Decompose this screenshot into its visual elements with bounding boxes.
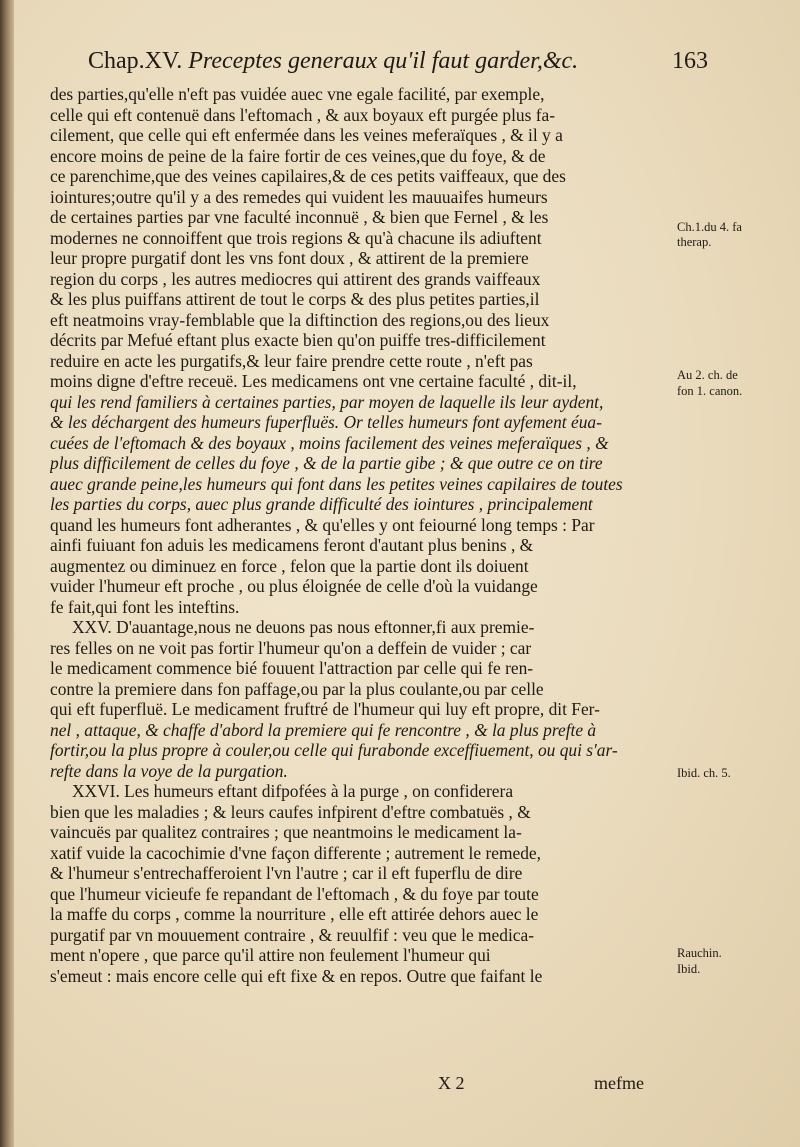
text-line: des parties,qu'elle n'eft pas vuidée auec vne egale facilité, par exemple, <box>50 84 545 104</box>
margin-note: Ibid. <box>677 962 701 976</box>
margin-note: Rauchin. <box>677 946 722 960</box>
text-line: encore moins de peine de la faire fortir de ces veines,que du foye, & de <box>50 145 546 166</box>
running-title: Preceptes generaux qu'il faut garder,&c. <box>188 48 579 74</box>
text-line: vaincuës par qualitez contraires ; que neantmoins le medicament la- <box>50 822 522 842</box>
margin-note: therap. <box>677 235 712 249</box>
text-line: auec grande peine,les humeurs qui font dans les petites veines capilaires de toutes <box>50 473 623 494</box>
catchword: mefme <box>594 1073 644 1093</box>
text-line: cilement, que celle qui eft enfermée dans les veines meferaïques , & il y a <box>50 125 563 145</box>
text-line: fe fait,qui font les inteftins. <box>50 596 240 617</box>
text-line: la maffe du corps , comme la nourriture , elle eft attirée dehors auec le <box>50 904 539 924</box>
text-line: purgatif par vn mouuement contraire , & reuulfif : veu que le medica- <box>50 924 535 945</box>
page-number: 163 <box>672 48 708 74</box>
text-line: cuées de l'eftomach & des boyaux , moins facilement des veines meferaïques , & <box>50 432 609 453</box>
text-line: qui les rend familiers à certaines parties, par moyen de laquelle ils leur aydent, <box>50 391 604 412</box>
text-line: & les plus puiffans attirent de tout le corps & des plus petites parties,il <box>50 289 540 309</box>
text-line: modernes ne connoiffent que trois regions & qu'à chacune ils adiuftent <box>50 227 542 248</box>
chapter-number: Chap.XV. <box>88 48 183 74</box>
signature-mark: X 2 <box>438 1073 465 1093</box>
text-line: fortir,ou la plus propre à couler,ou celle qui furabonde exceffiuement, ou qui s'ar- <box>50 740 618 760</box>
text-line: vuider l'humeur eft proche , ou plus éloignée de celle d'où la vuidange <box>50 576 538 596</box>
text-line: & les déchargent des humeurs fuperfluës. Or telles humeurs font ayfement éua- <box>50 412 602 432</box>
text-line: plus difficilement de celles du foye , & de la partie gibe ; & que outre ce on tire <box>50 453 603 473</box>
text-line: nel , attaque, & chaffe d'abord la premiere qui fe rencontre , & la plus prefte à <box>50 719 597 740</box>
text-line: le medicament commence bié fouuent l'attraction par celle qui fe ren- <box>50 658 534 678</box>
margin-note: Au 2. ch. de <box>677 368 738 382</box>
text-line: bien que les maladies ; & leurs caufes infpirent d'eftre combatuës , & <box>50 801 531 822</box>
text-line: & l'humeur s'entrechafferoient l'vn l'autre ; car il eft fuperflu de dire <box>50 863 523 883</box>
text-line: quand les humeurs font adherantes , & qu'elles y ont feiourné long temps : Par <box>50 514 595 535</box>
text-line: ce parenchime,que des veines capilaires,& de ces petits vaiffeaux, que des <box>50 166 566 186</box>
running-header <box>88 48 708 88</box>
text-line: refte dans la voye de la purgation. <box>50 760 288 781</box>
text-line: region du corps , les autres mediocres qui attirent des grands vaiffeaux <box>50 268 541 289</box>
text-line: eft neatmoins vray-femblable que la diftinction des regions,ou des lieux <box>50 309 550 330</box>
margin-note: Ibid. ch. 5. <box>677 766 731 780</box>
text-line: qui eft fuperfluë. Le medicament fruftré de l'humeur qui luy eft propre, dit Fer- <box>50 699 600 719</box>
text-line: XXVI. Les humeurs eftant difpofées à la purge , on confiderera <box>72 781 514 801</box>
text-line: res felles on ne voit pas fortir l'humeur qu'on a deffein de vuider ; car <box>50 637 532 658</box>
text-line: augmentez ou diminuez en force , felon que la partie dont ils doiuent <box>50 555 529 576</box>
text-line: reduire en acte les purgatifs,& leur faire prendre cette route , n'eft pas <box>50 350 533 371</box>
text-line: leur propre purgatif dont les vns font doux , & attirent de la premiere <box>50 248 529 268</box>
text-line: que l'humeur vicieufe fe repandant de l'eftomach , & du foye par toute <box>50 883 539 904</box>
page-gutter <box>0 0 14 1147</box>
text-line: de certaines parties par vne faculté inconnuë , & bien que Fernel , & les <box>50 207 549 227</box>
text-line: XXV. D'auantage,nous ne deuons pas nous eftonner,fi aux premie- <box>72 617 535 637</box>
text-line: s'emeut : mais encore celle qui eft fixe & en repos. Outre que faifant le <box>50 965 543 986</box>
text-line: xatif vuide la cacochimie d'vne façon differente ; autrement le remede, <box>50 842 541 863</box>
text-line: celle qui eft contenuë dans l'eftomach , & aux boyaux eft purgée plus fa- <box>50 104 556 125</box>
text-line: ment n'opere , que parce qu'il attire non feulement l'humeur qui <box>50 945 491 965</box>
margin-note: Ch.1.du 4. fa <box>677 220 742 234</box>
main-text <box>50 84 670 986</box>
margin-note: fon 1. canon. <box>677 384 743 398</box>
text-line: contre la premiere dans fon paffage,ou par la plus coulante,ou par celle <box>50 678 544 699</box>
text-line: moins digne d'eftre receuë. Les medicamens ont vne certaine faculté , dit-il, <box>50 371 577 391</box>
text-line: les parties du corps, auec plus grande difficulté des iointures , principalement <box>50 494 593 514</box>
text-line: décrits par Mefué eftant plus exacte bien qu'on puiffe tres-difficilement <box>50 330 546 350</box>
text-line: iointures;outre qu'il y a des remedes qui vuident les mauuaifes humeurs <box>50 186 548 207</box>
text-line: ainfi fuiuant fon aduis les medicamens feront d'autant plus benins , & <box>50 535 534 555</box>
